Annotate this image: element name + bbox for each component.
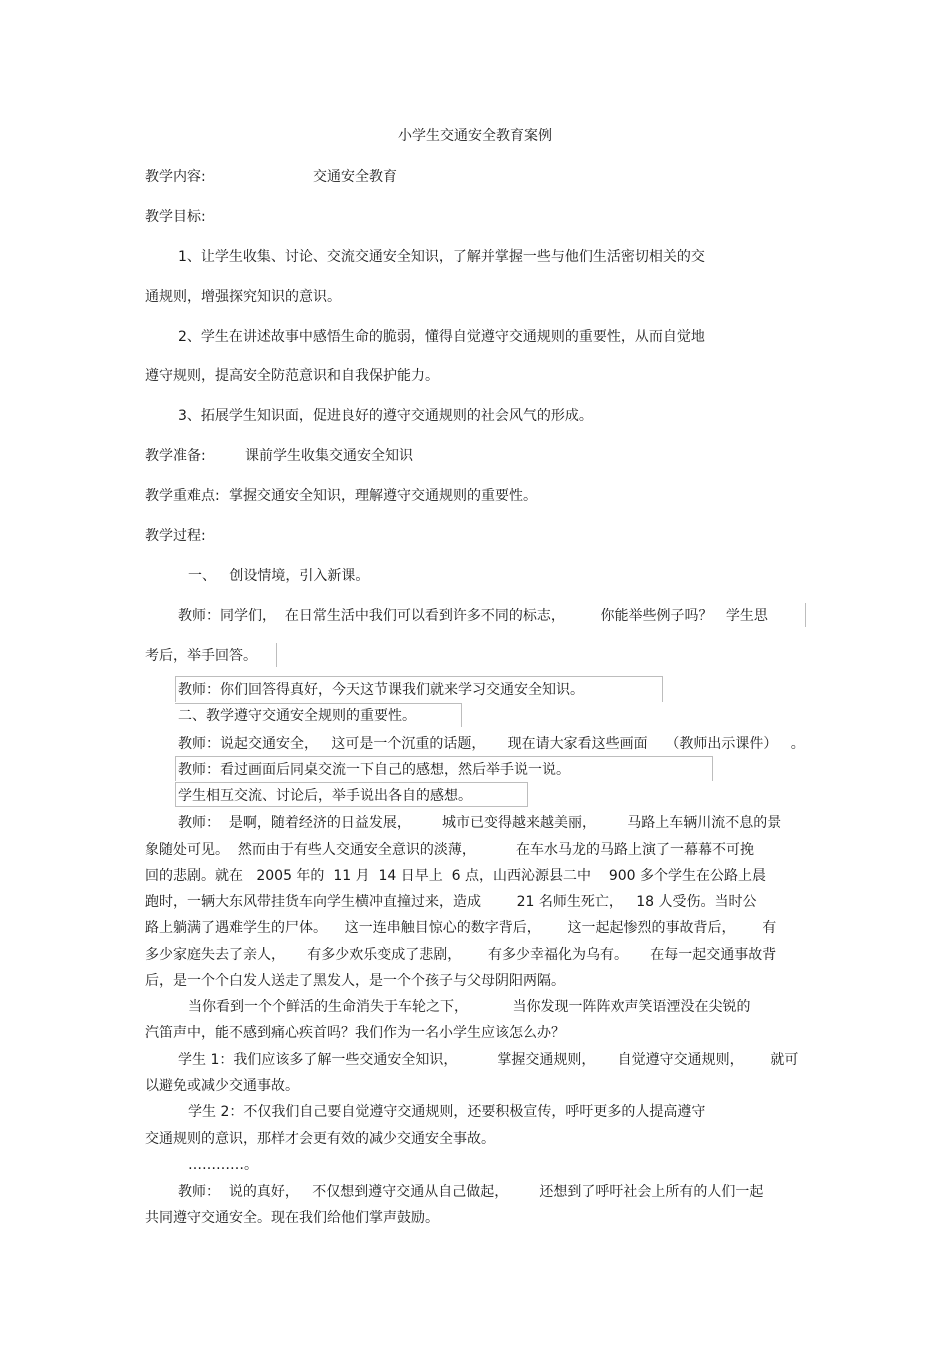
- reflection-line-a: 当你看到一个个鲜活的生命消失于车轮之下， 当你发现一阵阵欢声笑语湮没在尖锐的: [188, 999, 751, 1015]
- teacher-line-7a: 教师： 说的真好， 不仅想到遵守交通从自己做起， 还想到了呼吁社会上所有的人们一起: [178, 1184, 764, 1200]
- teacher-line-5e: 路上躺满了遇难学生的尸体。 这一连串触目惊心的数字背后， 这一起起惨烈的事故背后， 有: [145, 920, 777, 936]
- prep-value: 课前学生收集交通安全知识: [245, 448, 413, 464]
- student-discussion: 学生相互交流、讨论后，举手说出各自的感想。: [178, 788, 472, 804]
- reflection-line-b: 汽笛声中，能不感到痛心疾首吗？我们作为一名小学生应该怎么办？: [145, 1025, 565, 1041]
- student-1-line-a: 学生 1：我们应该多了解一些交通安全知识， 掌握交通规则， 自觉遵守交通规则， 就可: [178, 1052, 799, 1068]
- keypoints-value: 掌握交通安全知识，理解遵守交通规则的重要性。: [229, 488, 537, 504]
- teacher-line-3: 教师：说起交通安全， 这可是一个沉重的话题， 现在请大家看这些画面 （教师出示课件） 。: [178, 736, 805, 752]
- teacher-line-5g: 后，是一个个白发人送走了黑发人，是一个个孩子与父母阴阳两隔。: [145, 973, 565, 989]
- teacher-line-5b: 象随处可见。 然而由于有些人交通安全意识的淡薄， 在车水马龙的马路上演了一幕幕不可挽: [145, 842, 754, 858]
- goal-2-line-1: 2、学生在讲述故事中感悟生命的脆弱，懂得自觉遵守交通规则的重要性，从而自觉地: [178, 329, 705, 345]
- ellipsis: …………。: [188, 1157, 258, 1173]
- document-title: 小学生交通安全教育案例: [398, 128, 552, 144]
- section-2-heading: 二、教学遵守交通安全规则的重要性。: [178, 708, 416, 724]
- content-label: 教学内容:: [145, 169, 206, 185]
- student-2-line-b: 交通规则的意识，那样才会更有效的减少交通安全事故。: [145, 1131, 495, 1147]
- teacher-line-7b: 共同遵守交通安全。现在我们给他们掌声鼓励。: [145, 1210, 439, 1226]
- student-2-line-a: 学生 2：不仅我们自己要自觉遵守交通规则，还要积极宣传，呼吁更多的人提高遵守: [188, 1104, 706, 1120]
- teacher-line-5c: 回的悲剧。就在 2005 年的 11 月 14 日早上 6 点，山西沁源县二中 900 多个学生在公路上晨: [145, 868, 766, 884]
- goal-3: 3、拓展学生知识面，促进良好的遵守交通规则的社会风气的形成。: [178, 408, 593, 424]
- teacher-line-2: 教师：你们回答得真好，今天这节课我们就来学习交通安全知识。: [178, 682, 584, 698]
- goal-1-line-1: 1、让学生收集、讨论、交流交通安全知识，了解并掌握一些与他们生活密切相关的交: [178, 249, 705, 265]
- student-1-line-b: 以避免或减少交通事故。: [145, 1078, 299, 1094]
- goals-label: 教学目标:: [145, 209, 206, 225]
- teacher-line-5a: 教师： 是啊，随着经济的日益发展， 城市已变得越来越美丽， 马路上车辆川流不息的景: [178, 815, 782, 831]
- teacher-line-1b: 考后，举手回答。: [145, 648, 257, 664]
- process-label: 教学过程:: [145, 528, 206, 544]
- goal-1-line-2: 通规则，增强探究知识的意识。: [145, 289, 341, 305]
- teacher-line-4: 教师：看过画面后同桌交流一下自己的感想，然后举手说一说。: [178, 762, 570, 778]
- teacher-line-1a: 教师：同学们， 在日常生活中我们可以看到许多不同的标志， 你能举些例子吗？ 学生思: [178, 608, 768, 624]
- section-1-heading: 一、 创设情境，引入新课。: [188, 568, 370, 584]
- keypoints-label: 教学重难点:: [145, 488, 220, 504]
- teacher-line-5f: 多少家庭失去了亲人， 有多少欢乐变成了悲剧， 有多少幸福化为乌有。 在每一起交通事故背: [145, 947, 777, 963]
- prep-label: 教学准备:: [145, 448, 206, 464]
- teacher-line-5d: 跑时，一辆大东风带挂货车向学生横冲直撞过来，造成 21 名师生死亡， 18 人受伤。当时公: [145, 894, 757, 910]
- goal-2-line-2: 遵守规则，提高安全防范意识和自我保护能力。: [145, 368, 439, 384]
- content-value: 交通安全教育: [313, 169, 397, 185]
